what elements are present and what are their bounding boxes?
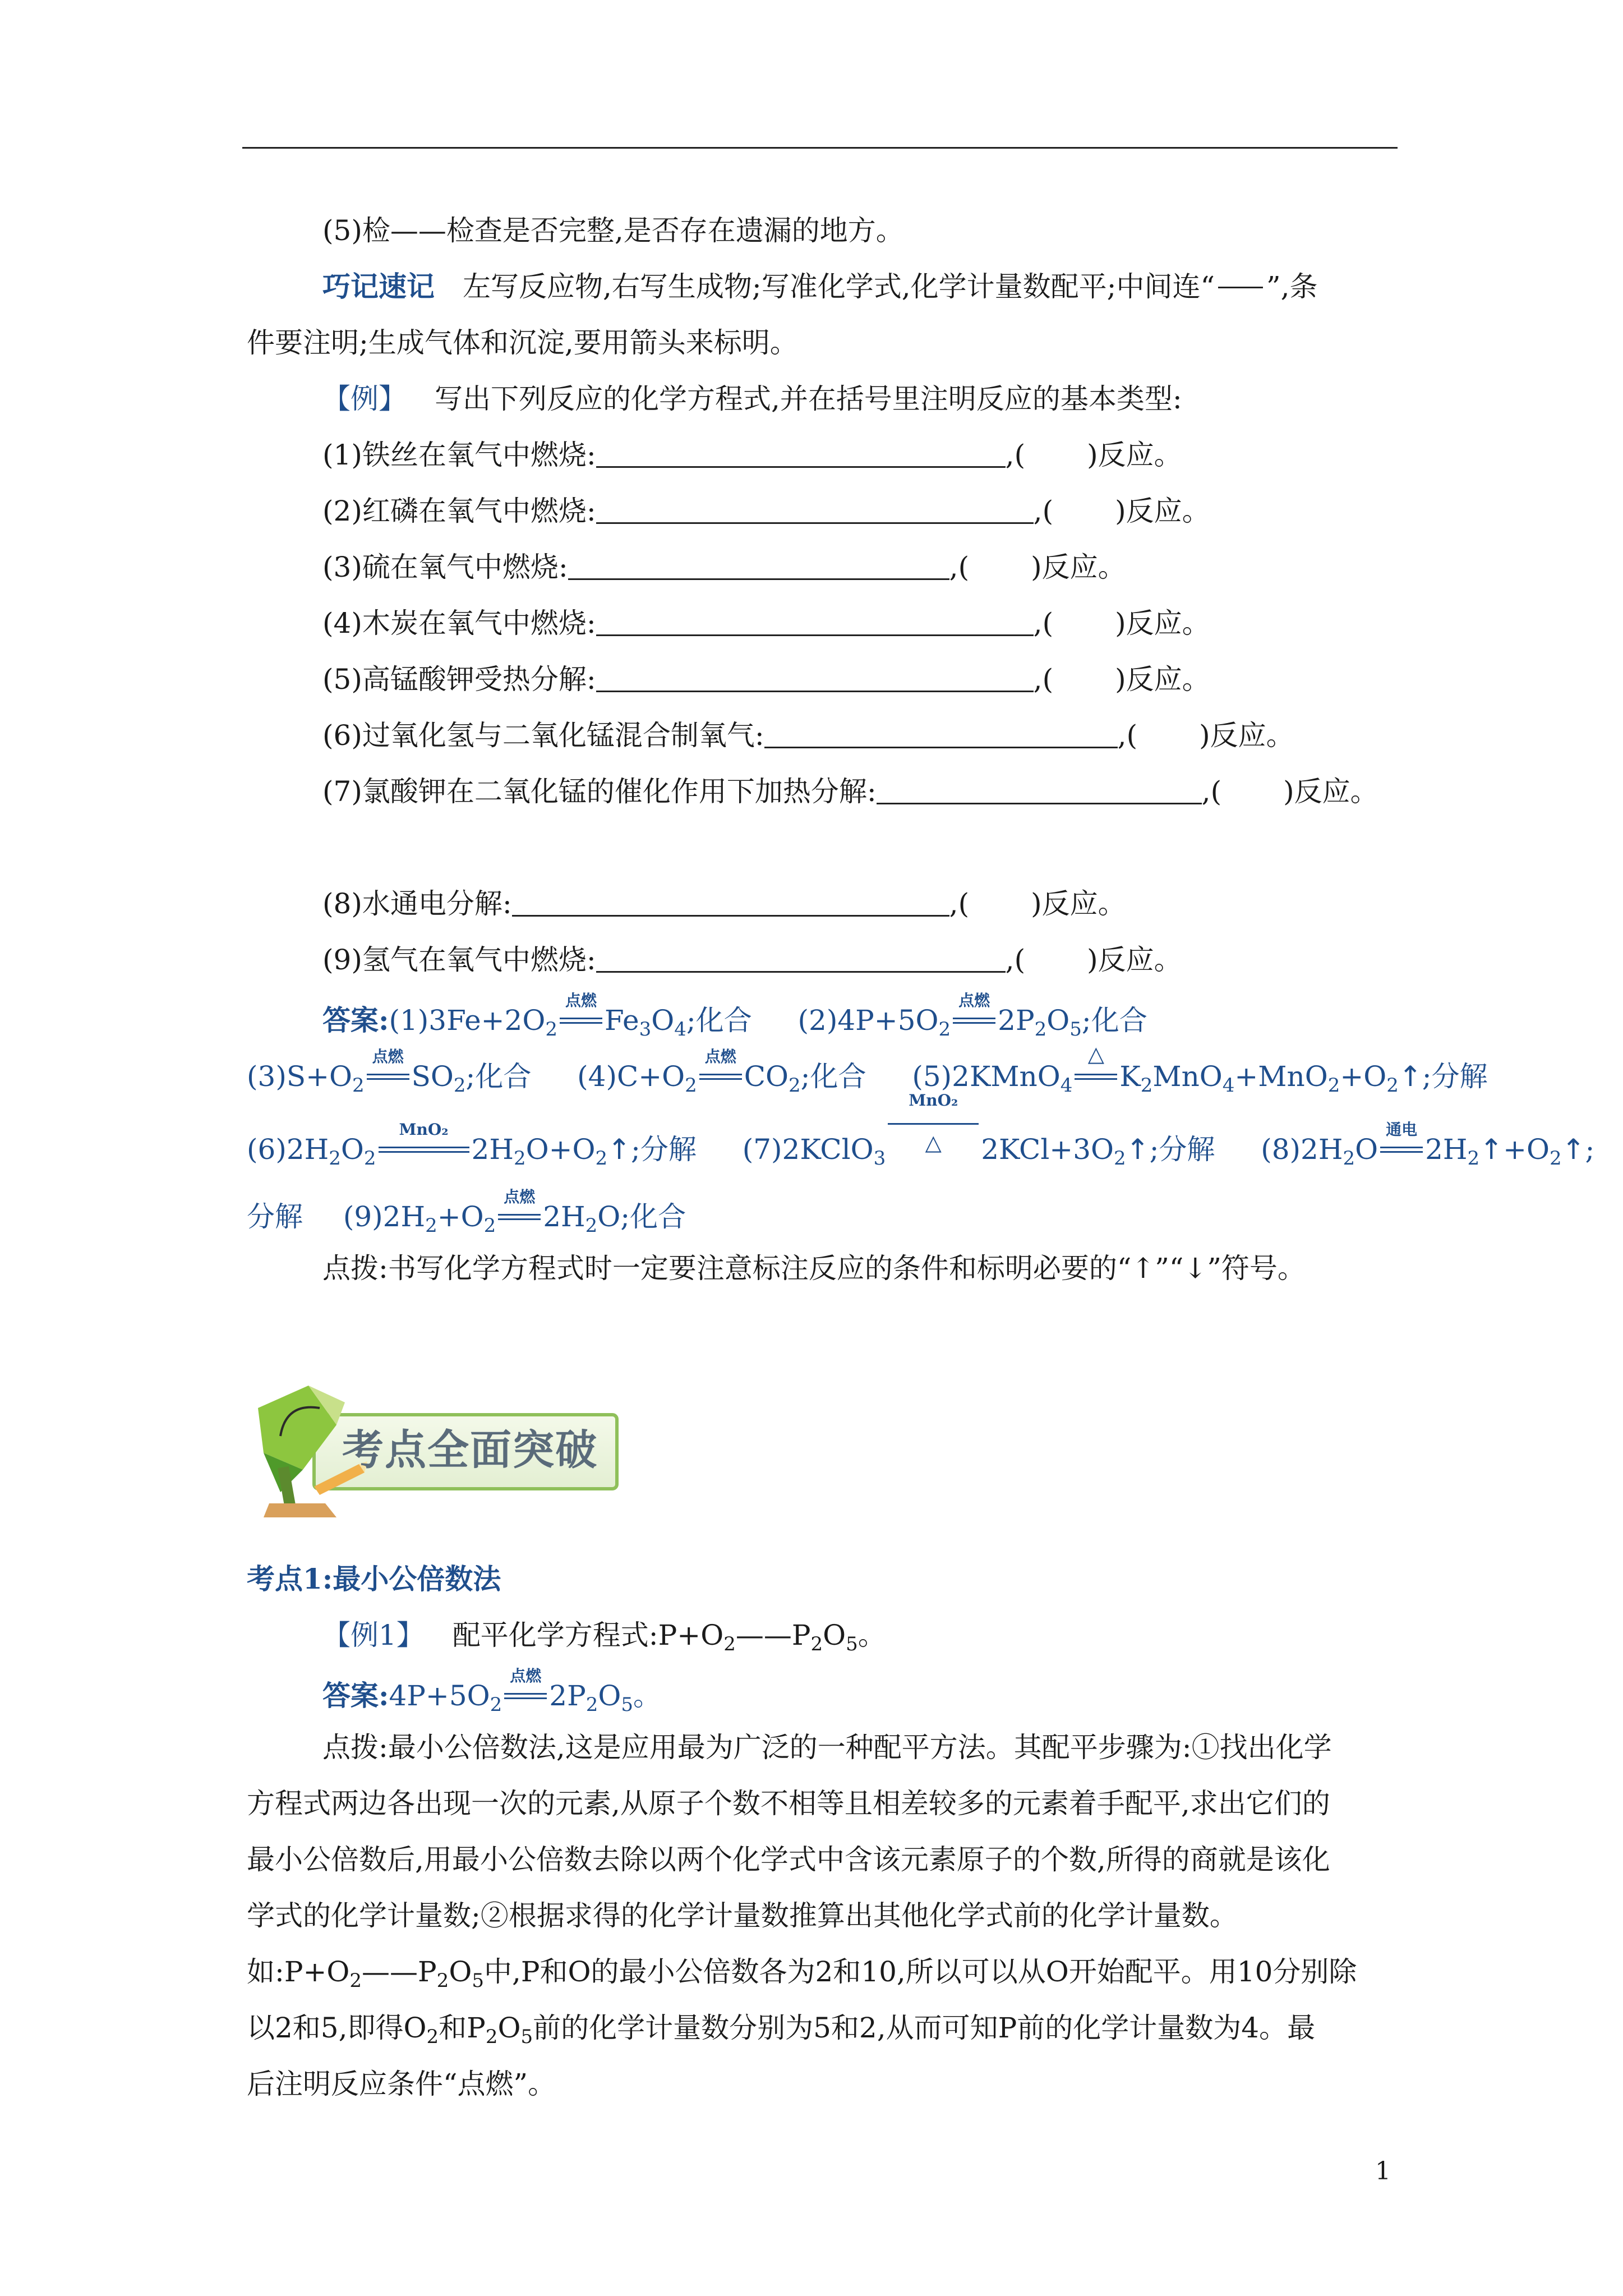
tip-text-b: ”,条 [1266, 270, 1318, 303]
tip-text-a: 左写反应物,右写生成物;写准化学式,化学计量数配平;中间连“ [463, 270, 1215, 303]
reaction-arrow: MnO₂ [376, 1131, 472, 1159]
answer-label: 答案: [322, 1004, 389, 1037]
example-item-9 [322, 946, 1182, 974]
step-5-text: (5)检——检查是否完整,是否存在遗漏的地方。 [322, 214, 904, 247]
reaction-arrow: △ [1072, 1058, 1119, 1086]
paren-open: ,( [1033, 495, 1054, 527]
hint-1: 点拨:书写化学方程式时一定要注意标注反应的条件和标明必要的“↑”“↓”符号。 [322, 1252, 1306, 1285]
paren-open: ,( [1201, 775, 1222, 808]
banner-title: 考点全面突破 [342, 1426, 598, 1474]
reaction-arrow: 点燃 [496, 1198, 543, 1226]
answer-blank[interactable] [596, 441, 1006, 468]
reaction-suffix: )反应。 [1031, 887, 1126, 920]
reaction-arrow: 点燃 [365, 1058, 412, 1086]
answer-blank[interactable] [596, 610, 1034, 636]
reaction-arrow: 通电 [1378, 1131, 1425, 1159]
example-item-1 [322, 441, 1182, 469]
answer-line-4: 分解 $(9)2H_2+O_2$ 点燃 $2H_2O$;化合 [247, 1188, 686, 1237]
answer-line-2: $(3)S+O_2$ 点燃 $SO_2$;化合 $(4)C+O_2$ 点燃 $CO_2$;化合 (5)2KMnO$_4$ △ $K_2MnO_4+MnO_2+O_2↑$;分解 [247, 1041, 1488, 1097]
paren-open: ,( [1005, 439, 1026, 471]
tip-label: 巧记速记 [322, 270, 435, 303]
reaction-suffix: )反应。 [1115, 495, 1210, 527]
answer-blank[interactable] [596, 946, 1006, 973]
paren-open: ,( [1117, 719, 1138, 752]
equals-symbol [1218, 287, 1263, 288]
item-label: (3)硫在氧气中燃烧: [322, 551, 568, 583]
reaction-suffix: )反应。 [1031, 551, 1126, 583]
item-label: (4)木炭在氧气中燃烧: [322, 607, 596, 639]
reaction-suffix: )反应。 [1115, 607, 1210, 639]
item-label: (9)氢气在氧气中燃烧: [322, 944, 596, 976]
hint-2-line-4: 学式的化学计量数;②根据求得的化学计量数推算出其他化学式前的化学计量数。 [247, 1899, 1238, 1932]
header-rule [242, 147, 1398, 149]
example-item-5 [322, 663, 1210, 696]
example-1-label: 【例1】 [322, 1619, 425, 1651]
example-item-2 [322, 497, 1210, 525]
item-label: (2)红磷在氧气中燃烧: [322, 495, 596, 527]
para-line-1: 如$:P+O_2——P_2O_5$中,P和O的最小公倍数各为2和10,所以可以从O开始配平。用10分别除 [247, 1955, 1357, 1992]
reaction-suffix: )反应。 [1199, 719, 1294, 752]
item-label: (7)氯酸钾在二氧化锰的催化作用下加热分解: [322, 775, 877, 808]
tip-line-2: 件要注明;生成气体和沉淀,要用箭头来标明。 [247, 326, 798, 359]
answer-1-line: 答案$:4P+5O_2$ 点燃 $2P_2O_5$。 [322, 1667, 662, 1716]
example-1-heading: 【例1】 配平化学方程式$:P+O_2——P_2O_5$。 [322, 1619, 886, 1655]
example-item-4 [322, 609, 1210, 637]
reaction-arrow: 点燃 [557, 1002, 605, 1030]
paren-open: ,( [949, 551, 970, 583]
example-item-3 [322, 553, 1126, 581]
reaction-suffix: )反应。 [1087, 944, 1182, 976]
answer-line-3: $(6)2H_2O_2$ MnO₂ $2H_2O+O_2↑$;分解 (7)2KClO$_3$ MnO₂ △ $2KCl+3O_2↑$;分解 $(8)2H_2O$ 通电 $2H_2↑+O_2↑$; [247, 1091, 1595, 1170]
example-item-6 [322, 719, 1294, 752]
para-line-3: 后注明反应条件“点燃”。 [247, 2068, 556, 2100]
tip-line-1 [322, 270, 1318, 303]
answer-blank[interactable] [596, 498, 1034, 524]
item-label: (8)水通电分解: [322, 887, 512, 920]
answer-blank[interactable] [877, 778, 1202, 804]
reaction-suffix: )反应。 [1087, 439, 1182, 471]
answer-blank[interactable] [596, 666, 1034, 692]
paren-open: ,( [1005, 944, 1026, 976]
reaction-arrow: 点燃 [951, 1002, 998, 1030]
example-prompt: 写出下列反应的化学方程式,并在括号里注明反应的基本类型: [435, 383, 1182, 415]
reaction-arrow: 点燃 [502, 1677, 549, 1705]
answer-blank[interactable] [764, 722, 1118, 748]
hint-2-line-1: 点拨:最小公倍数法,这是应用最为广泛的一种配平方法。其配平步骤为:①找出化学 [322, 1731, 1332, 1764]
answer-blank[interactable] [568, 554, 949, 580]
page-number: 1 [1375, 2157, 1391, 2185]
reaction-arrow: MnO₂ △ [886, 1131, 981, 1159]
paren-open: ,( [949, 887, 970, 920]
reaction-arrow: 点燃 [697, 1058, 744, 1086]
item-label: (1)铁丝在氧气中燃烧: [322, 439, 596, 471]
answer-blank[interactable] [512, 890, 949, 917]
example-item-8 [322, 887, 1126, 920]
section-banner [247, 1369, 628, 1526]
reaction-suffix: )反应。 [1115, 663, 1210, 696]
example-label: 【例】 [322, 383, 407, 415]
key-point-1-title: 考点1:最小公倍数法 [247, 1562, 501, 1595]
paren-open: ,( [1033, 663, 1054, 696]
answer-line-1: 答案$:(1)3Fe+2O_2$ 点燃 $Fe_3O_4$;化合 $(2)4P+5O_2$ 点燃 $2P_2O_5$;化合 [322, 991, 1147, 1041]
example-heading [322, 385, 1182, 413]
paren-open: ,( [1033, 607, 1054, 639]
item-label: (6)过氧化氢与二氧化锰混合制氧气: [322, 719, 764, 752]
hint-2-line-2: 方程式两边各出现一次的元素,从原子个数不相等且相差较多的元素着手配平,求出它们的 [247, 1787, 1330, 1820]
item-label: (5)高锰酸钾受热分解: [322, 663, 596, 696]
hint-2-line-3: 最小公倍数后,用最小公倍数去除以两个化学式中含该元素原子的个数,所得的商就是该化 [247, 1843, 1330, 1876]
reaction-suffix: )反应。 [1283, 775, 1378, 808]
para-line-2: 以2和5,即得$O_2$和$P_2O_5$前的化学计量数分别为5和2,从而可知P前的化学计量数为4。最 [247, 2012, 1316, 2048]
answer-1-label: 答案: [322, 1679, 389, 1712]
example-item-7 [322, 777, 1378, 806]
